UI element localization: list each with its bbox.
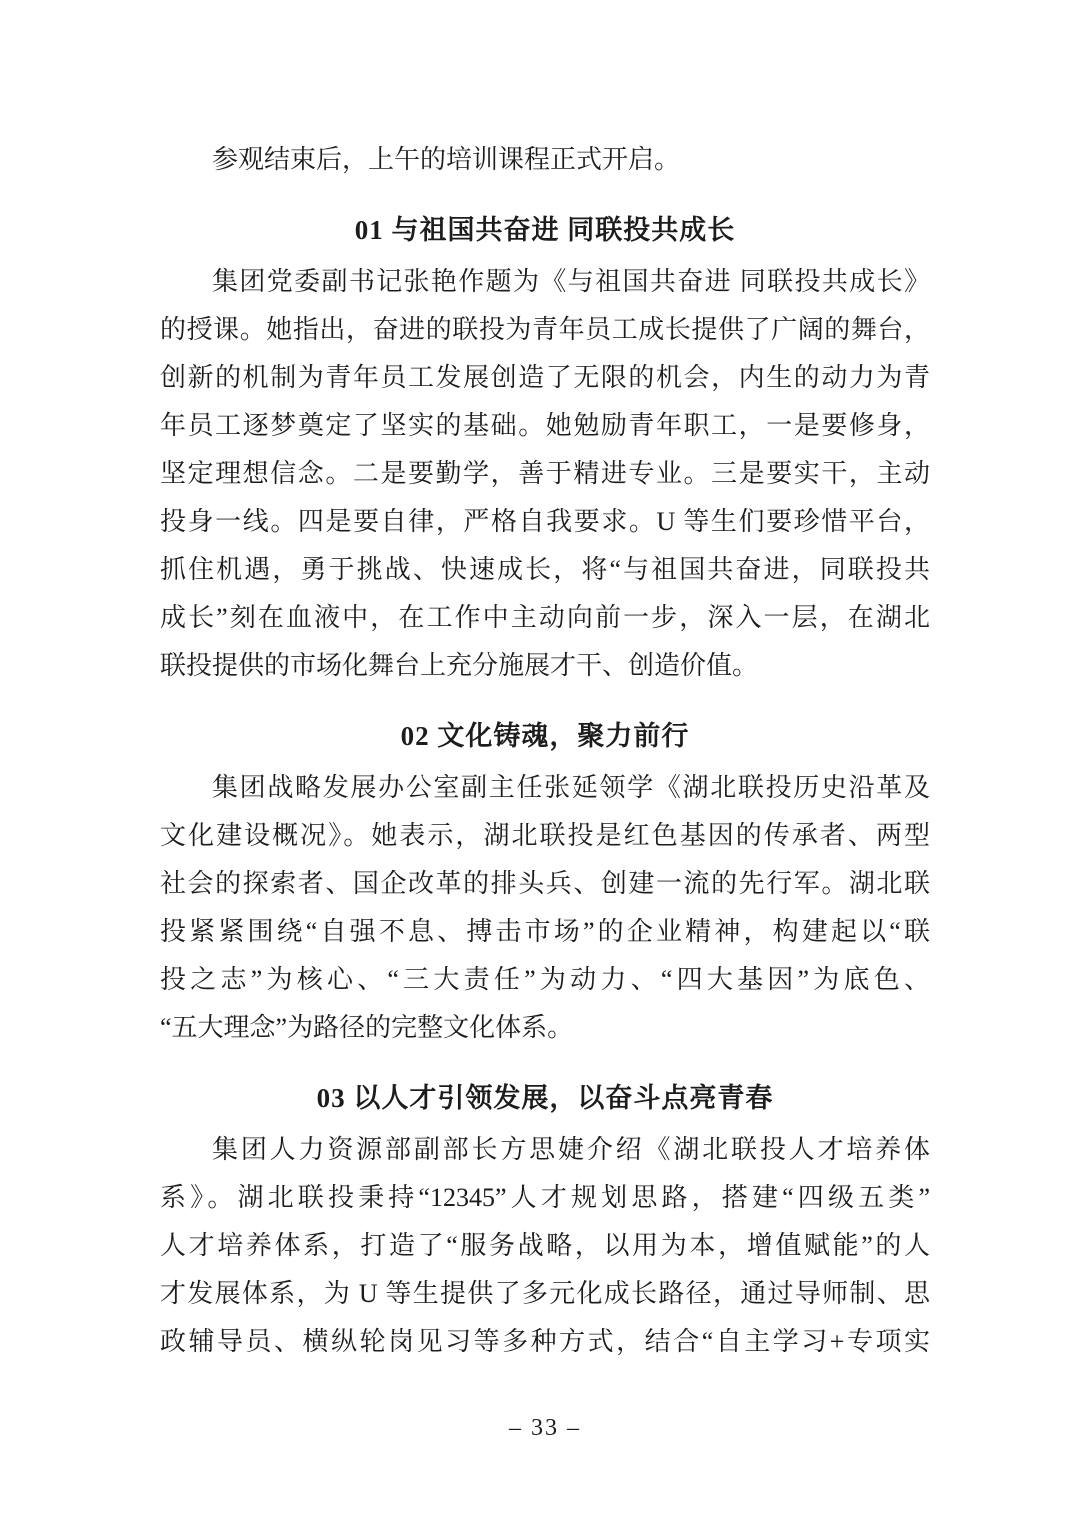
body-line: 才发展体系，为 U 等生提供了多元化成长路径，通过导师制、思 xyxy=(160,1279,930,1308)
body-line: 系》。湖北联投秉持“12345”人才规划思路，搭建“四级五类” xyxy=(160,1183,930,1212)
body-line: 社会的探索者、国企改革的排头兵、创建一流的先行军。湖北联 xyxy=(160,869,930,898)
body-line: 人才培养体系，打造了“服务战略，以用为本，增值赋能”的人 xyxy=(160,1231,930,1260)
body-line: “五大理念”为路径的完整文化体系。 xyxy=(160,1013,574,1042)
body-line: 集团党委副书记张艳作题为《与祖国共奋进 同联投共成长》 xyxy=(212,267,930,296)
text-column xyxy=(160,136,930,1452)
body-line: 年员工逐梦奠定了坚实的基础。她勉励青年职工，一是要修身， xyxy=(160,411,930,440)
body-line: 文化建设概况》。她表示，湖北联投是红色基因的传承者、两型 xyxy=(160,821,930,850)
body-line: 坚定理想信念。二是要勤学，善于精进专业。三是要实干，主动 xyxy=(160,459,930,488)
section-03-heading: 03 以人才引领发展，以奋斗点亮青春 xyxy=(316,1083,774,1113)
body-line: 抓住机遇，勇于挑战、快速成长，将“与祖国共奋进，同联投共 xyxy=(160,555,930,584)
body-line: 投身一线。四是要自律，严格自我要求。U 等生们要珍惜平台， xyxy=(160,507,930,536)
body-line: 创新的机制为青年员工发展创造了无限的机会，内生的动力为青 xyxy=(160,363,930,392)
body-line: 的授课。她指出，奋进的联投为青年员工成长提供了广阔的舞台， xyxy=(160,315,930,344)
body-line: 投之志”为核心、“三大责任”为动力、“四大基因”为底色、 xyxy=(160,965,930,994)
body-line: 联投提供的市场化舞台上充分施展才干、创造价值。 xyxy=(160,651,759,680)
page-number: – 33 – xyxy=(509,1415,581,1441)
section-01-heading: 01 与祖国共奋进 同联投共成长 xyxy=(354,215,736,245)
section-02-heading: 02 文化铸魂，聚力前行 xyxy=(400,721,690,751)
intro-paragraph: 参观结束后，上午的培训课程正式开启。 xyxy=(212,145,681,174)
body-line: 政辅导员、横纵轮岗见习等多种方式，结合“自主学习+专项实 xyxy=(160,1327,930,1356)
body-line: 集团人力资源部副部长方思婕介绍《湖北联投人才培养体 xyxy=(212,1135,930,1164)
body-line: 投紧紧围绕“自强不息、搏击市场”的企业精神，构建起以“联 xyxy=(160,917,930,946)
body-line: 成长”刻在血液中，在工作中主动向前一步，深入一层，在湖北 xyxy=(160,603,930,632)
body-line: 集团战略发展办公室副主任张延领学《湖北联投历史沿革及 xyxy=(212,773,930,802)
